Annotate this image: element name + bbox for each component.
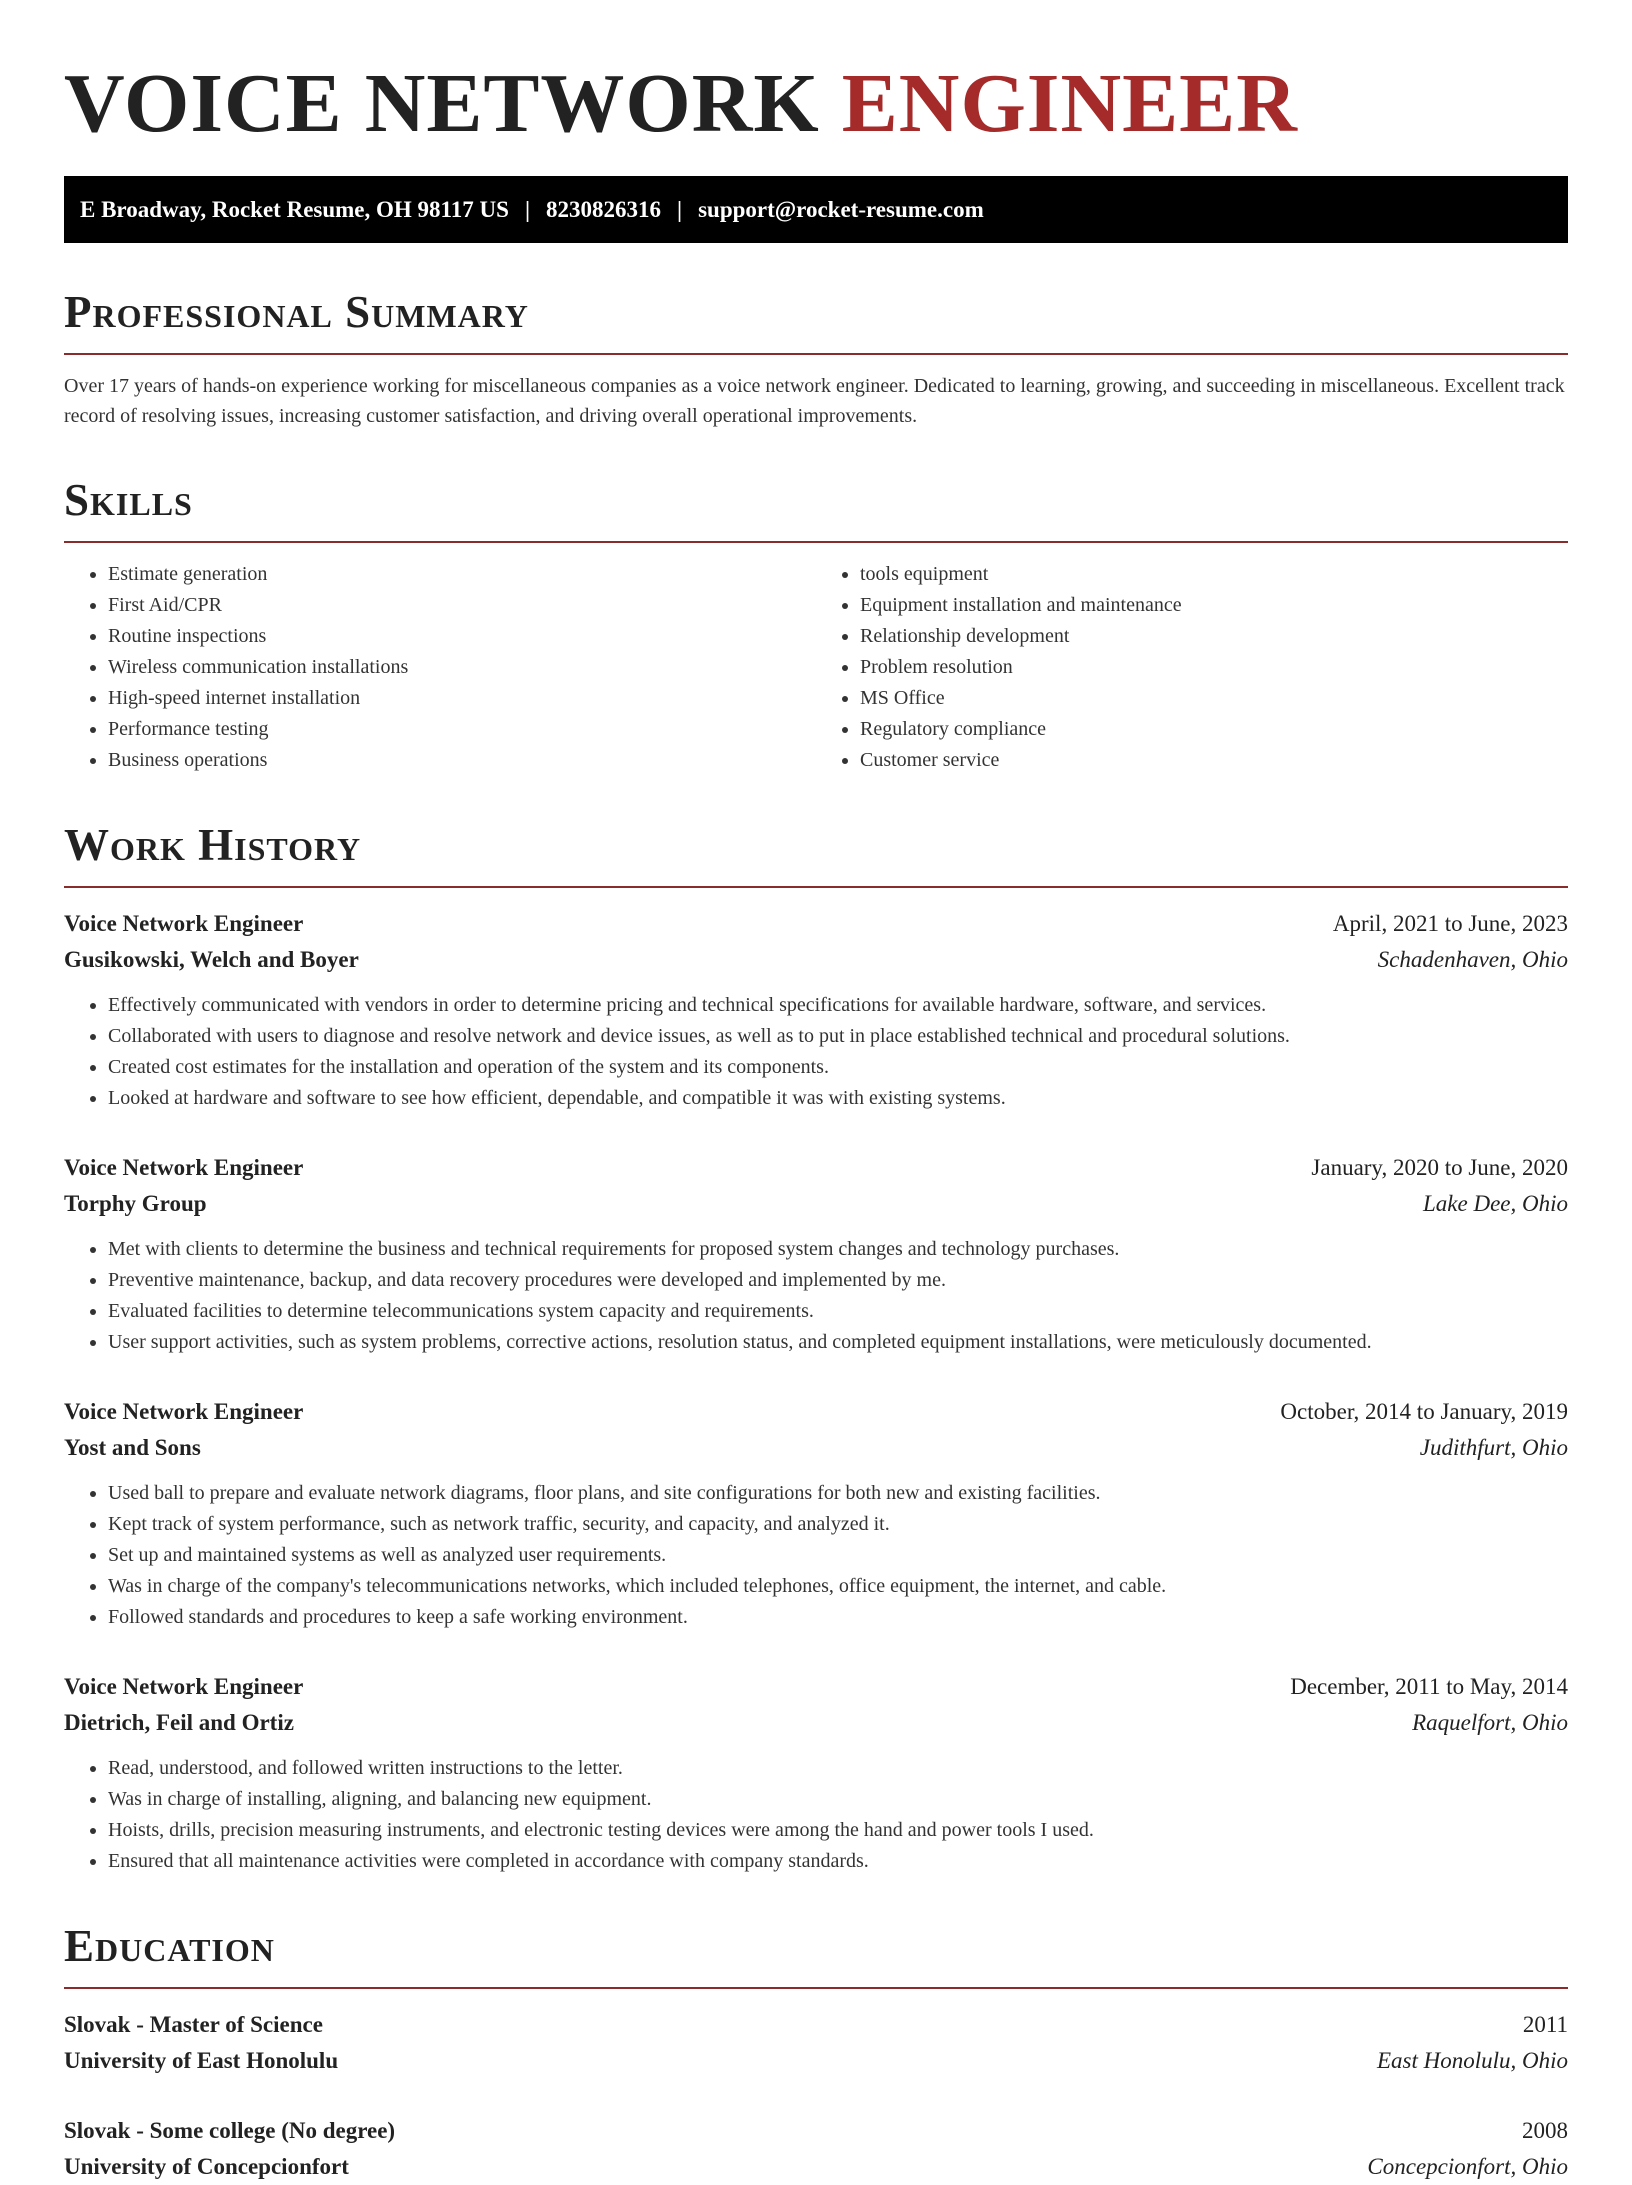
job-dates: January, 2020 to June, 2020	[1311, 1155, 1568, 1180]
section-divider	[64, 886, 1568, 888]
job-dates: April, 2021 to June, 2023	[1332, 911, 1568, 936]
job-entry	[64, 906, 1568, 1114]
job-bullet: • Was in charge of the company's telecommunications networks, which included telephones, office equipment, the internet, and cable.	[108, 1571, 1568, 1602]
skill-item: • Estimate generation	[108, 559, 816, 590]
job-bullet: • Set up and maintained systems as well as analyzed user requirements.	[108, 1540, 1568, 1571]
section-divider	[64, 1987, 1568, 1989]
job-bullet: • Ensured that all maintenance activities were completed in accordance with company standards.	[108, 1846, 1568, 1877]
skill-item: • Performance testing	[108, 714, 816, 745]
job-bullet: • Used ball to prepare and evaluate network diagrams, floor plans, and site configurations for both new and existing facilities.	[108, 1478, 1568, 1509]
job-bullet: • Collaborated with users to diagnose and resolve network and device issues, as well as to put in place established technical and procedural solutions.	[108, 1021, 1568, 1052]
section-divider	[64, 541, 1568, 543]
skill-item: • Regulatory compliance	[860, 714, 1568, 745]
section-title-summary: Professional Summary	[64, 287, 529, 337]
education-location: East Honolulu, Ohio	[1376, 2048, 1568, 2073]
job-location: Schadenhaven, Ohio	[1377, 947, 1568, 972]
skill-item: • Relationship development	[860, 621, 1568, 652]
job-company-row	[64, 1430, 1568, 1466]
contact-separator: |	[677, 197, 683, 222]
job-location: Judithfurt, Ohio	[1419, 1435, 1568, 1460]
job-header-row	[64, 1669, 1568, 1705]
job-bullet: • Looked at hardware and software to see how efficient, dependable, and compatible it was with existing systems.	[108, 1083, 1568, 1114]
job-company-row	[64, 1705, 1568, 1741]
job-bullet: • Followed standards and procedures to keep a safe working environment.	[108, 1602, 1568, 1633]
education-degree-row	[64, 2113, 1568, 2149]
skills-list	[64, 559, 1568, 776]
job-header-row	[64, 1150, 1568, 1186]
skill-item: • Routine inspections	[108, 621, 816, 652]
job-company: Gusikowski, Welch and Boyer	[64, 947, 359, 972]
job-location: Lake Dee, Ohio	[1423, 1191, 1568, 1216]
summary-text: Over 17 years of hands-on experience working for miscellaneous companies as a voice network engineer. Dedicated to learning, growing, and succeeding in miscellaneous. Excellent track record of resolving issues, increasing customer satisfaction, and driving overall operational improvements.	[64, 375, 1565, 427]
job-bullet: • Read, understood, and followed written instructions to the letter.	[108, 1753, 1568, 1784]
contact-email: support@rocket-resume.com	[698, 197, 984, 222]
name-accent: ENGINEER	[841, 57, 1298, 150]
job-company: Yost and Sons	[64, 1435, 201, 1460]
job-bullet: • User support activities, such as system problems, corrective actions, resolution status, and completed equipment installations, were meticulously documented.	[108, 1327, 1568, 1358]
skills-column-right	[816, 559, 1568, 776]
job-location: Raquelfort, Ohio	[1412, 1710, 1568, 1735]
name-main: VOICE NETWORK	[64, 57, 842, 150]
job-bullets	[64, 1478, 1568, 1633]
job-entry	[64, 1669, 1568, 1877]
skill-item: • MS Office	[860, 683, 1568, 714]
contact-address: E Broadway, Rocket Resume, OH 98117 US	[80, 197, 509, 222]
job-entry	[64, 1394, 1568, 1633]
job-company: Dietrich, Feil and Ortiz	[64, 1710, 294, 1735]
education-entry	[64, 2007, 1568, 2079]
education-entry	[64, 2113, 1568, 2185]
job-company-row	[64, 1186, 1568, 1222]
job-bullet: • Evaluated facilities to determine telecommunications system capacity and requirements.	[108, 1296, 1568, 1327]
job-dates: December, 2011 to May, 2014	[1290, 1674, 1568, 1699]
job-bullet: • Created cost estimates for the installation and operation of the system and its components.	[108, 1052, 1568, 1083]
education-location: Concepcionfort, Ohio	[1367, 2154, 1568, 2179]
skill-item: • First Aid/CPR	[108, 590, 816, 621]
education-school-row	[64, 2043, 1568, 2079]
contact-bar	[64, 176, 1568, 243]
job-company-row	[64, 942, 1568, 978]
job-bullet: • Met with clients to determine the business and technical requirements for proposed system changes and technology purchases.	[108, 1234, 1568, 1265]
job-entry	[64, 1150, 1568, 1358]
job-bullet: • Effectively communicated with vendors in order to determine pricing and technical specifications for available hardware, software, and services.	[108, 990, 1568, 1021]
section-title-work-history: Work History	[64, 820, 362, 870]
skill-item: • Problem resolution	[860, 652, 1568, 683]
skill-item: • Wireless communication installations	[108, 652, 816, 683]
job-title: Voice Network Engineer	[64, 1399, 304, 1424]
skills-column-left	[64, 559, 816, 776]
job-header-row	[64, 906, 1568, 942]
job-bullet: • Preventive maintenance, backup, and data recovery procedures were developed and implemented by me.	[108, 1265, 1568, 1296]
education-degree: Slovak - Some college (No degree)	[64, 2118, 396, 2143]
education-degree: Slovak - Master of Science	[64, 2012, 323, 2037]
section-divider	[64, 353, 1568, 355]
job-company: Torphy Group	[64, 1191, 207, 1216]
job-bullets	[64, 1753, 1568, 1877]
section-title-skills: Skills	[64, 475, 193, 525]
resume-name	[64, 54, 1568, 154]
job-title: Voice Network Engineer	[64, 911, 304, 936]
job-bullets	[64, 990, 1568, 1114]
education-year: 2011	[1522, 2012, 1568, 2037]
education-degree-row	[64, 2007, 1568, 2043]
skill-item: • tools equipment	[860, 559, 1568, 590]
job-dates: October, 2014 to January, 2019	[1280, 1399, 1568, 1424]
education-school-row	[64, 2149, 1568, 2185]
job-bullet: • Hoists, drills, precision measuring instruments, and electronic testing devices were among the hand and power tools I used.	[108, 1815, 1568, 1846]
skill-item: • High-speed internet installation	[108, 683, 816, 714]
job-bullet: • Was in charge of installing, aligning, and balancing new equipment.	[108, 1784, 1568, 1815]
contact-separator: |	[524, 197, 531, 222]
education-year: 2008	[1522, 2118, 1568, 2143]
job-header-row	[64, 1394, 1568, 1430]
education-school: University of East Honolulu	[64, 2048, 339, 2073]
skill-item: • Customer service	[860, 745, 1568, 776]
job-bullets	[64, 1234, 1568, 1358]
job-title: Voice Network Engineer	[64, 1674, 304, 1699]
skill-item: • Equipment installation and maintenance	[860, 590, 1568, 621]
job-title: Voice Network Engineer	[64, 1155, 304, 1180]
contact-phone: 8230826316	[546, 197, 662, 222]
job-bullet: • Kept track of system performance, such as network traffic, security, and capacity, and analyzed it.	[108, 1509, 1568, 1540]
education-school: University of Concepcionfort	[64, 2154, 349, 2179]
section-title-education: Education	[64, 1921, 275, 1971]
skill-item: • Business operations	[108, 745, 816, 776]
